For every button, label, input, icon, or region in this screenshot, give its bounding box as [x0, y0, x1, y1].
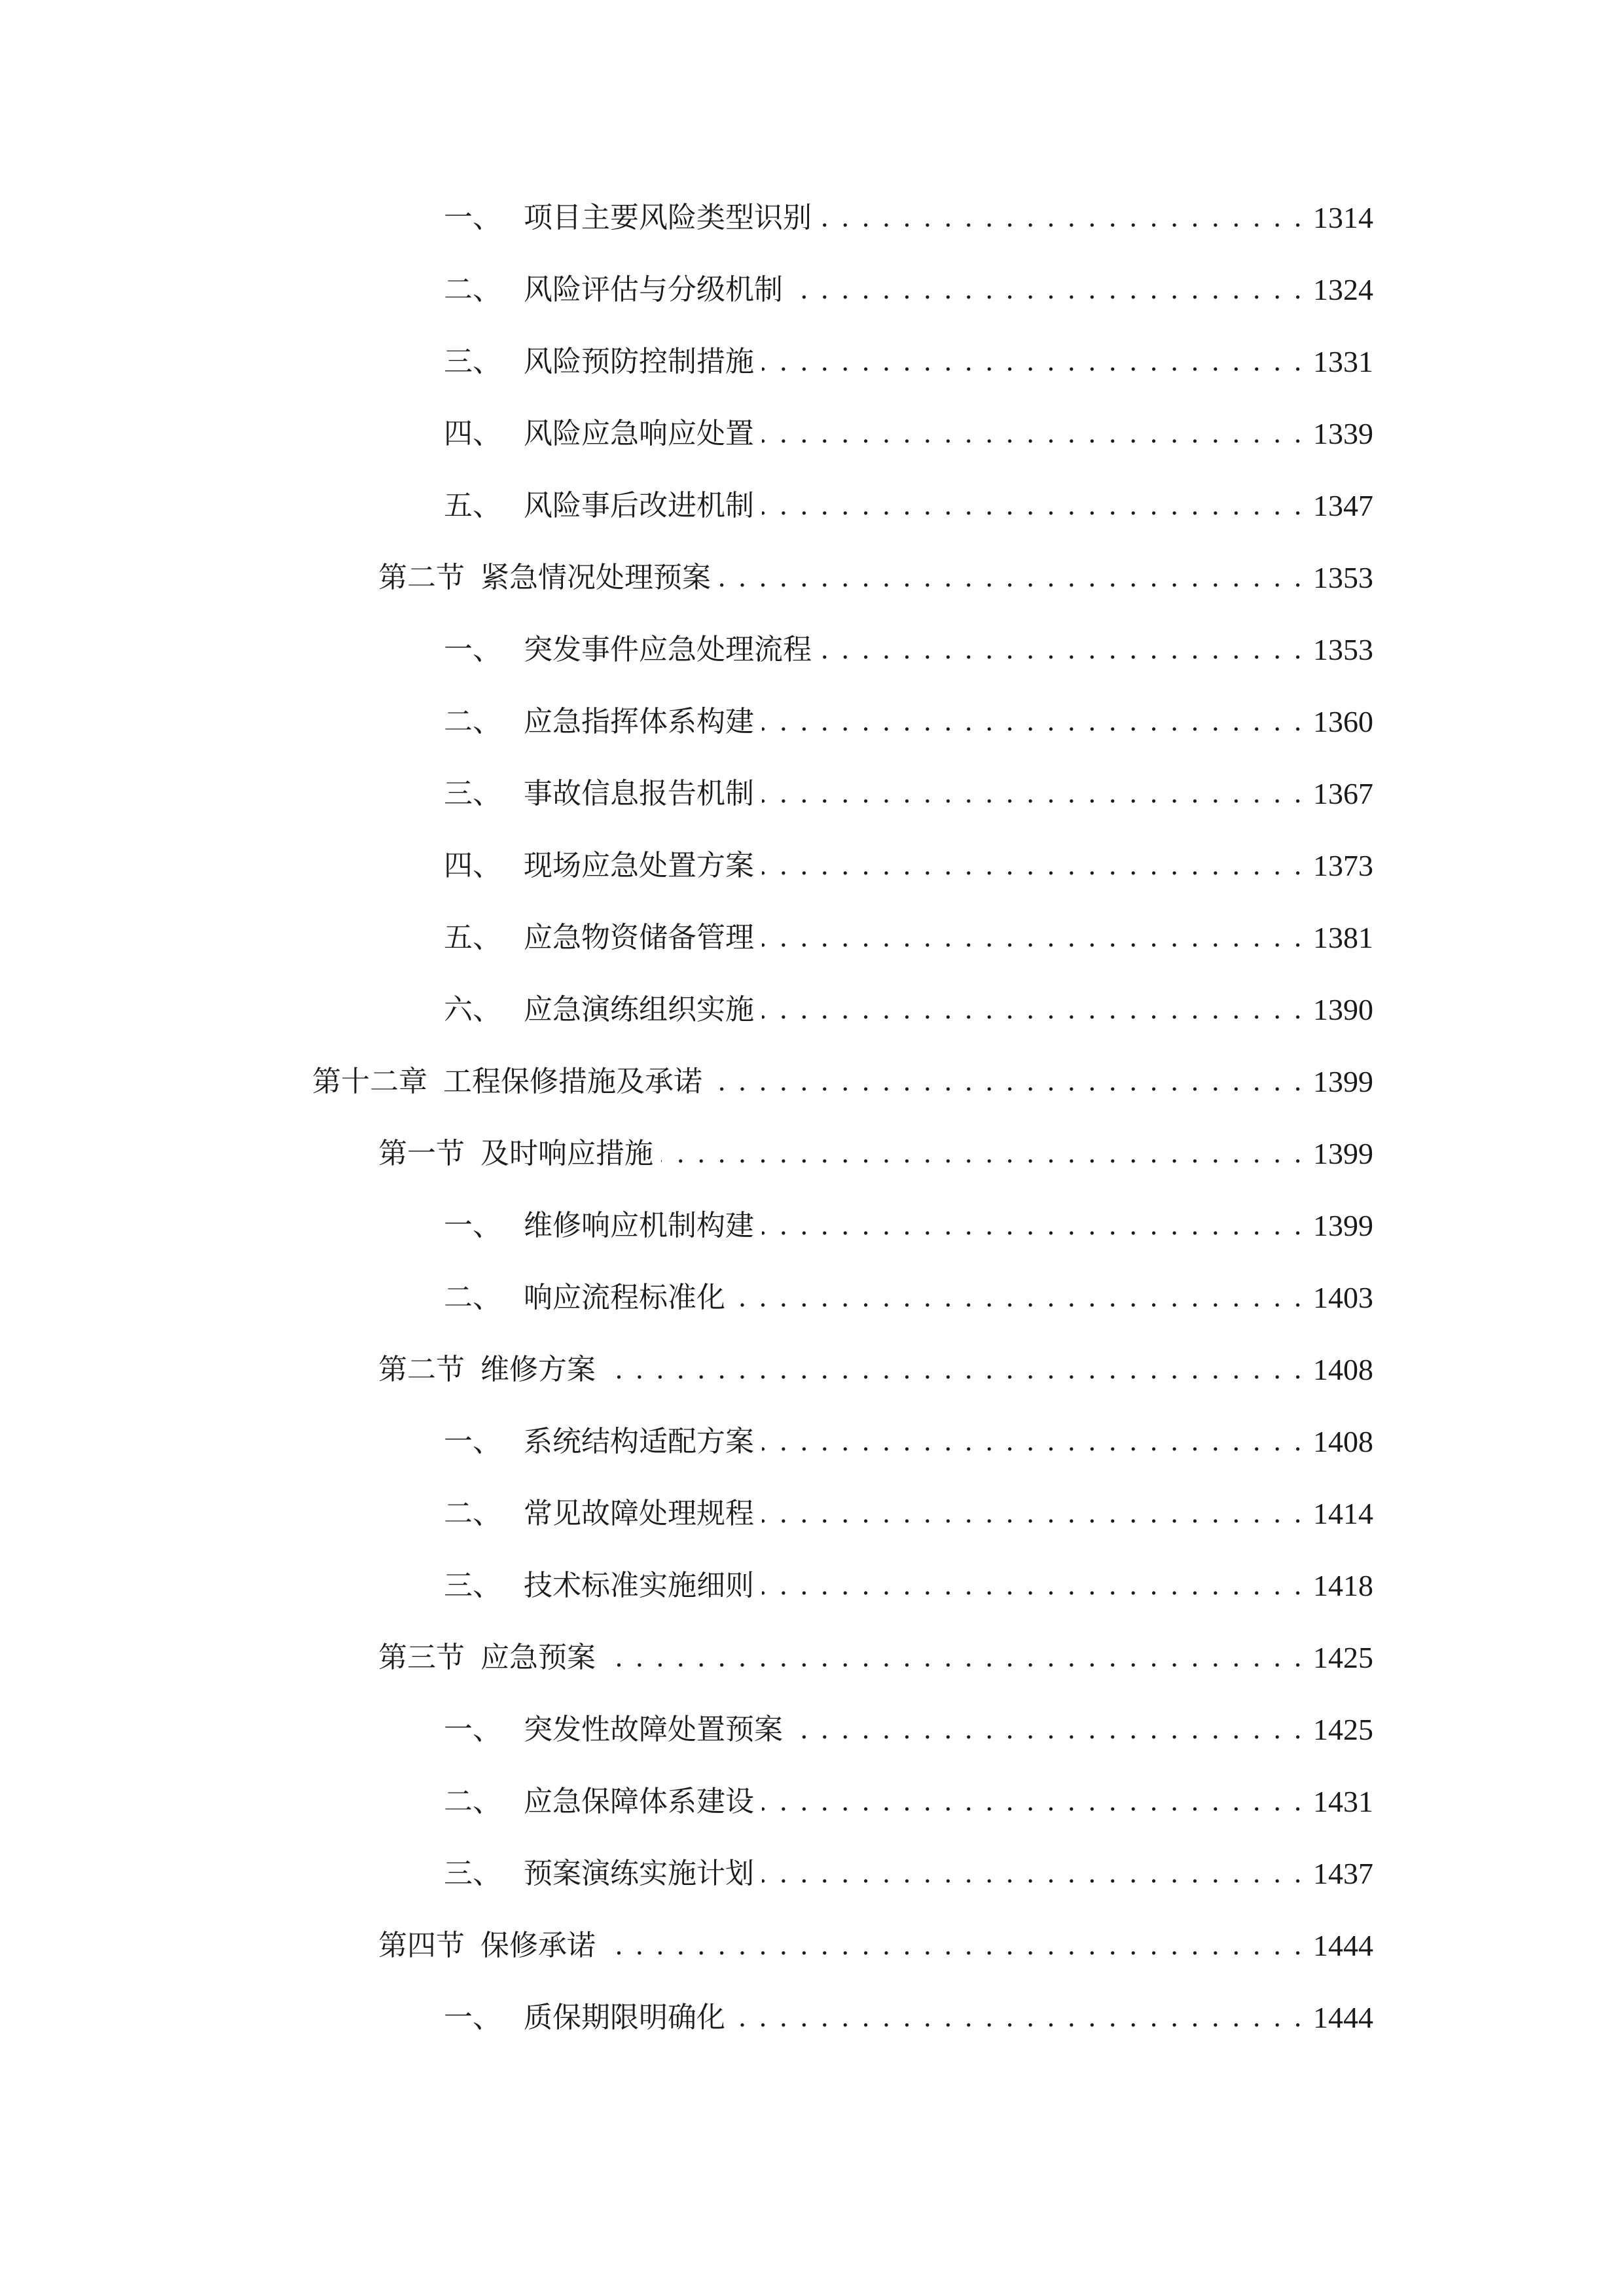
toc-entry-title: 及时响应措施 — [480, 1137, 653, 1170]
leader-dots — [762, 1491, 1304, 1537]
toc-entry-title: 维修响应机制构建 — [524, 1209, 754, 1242]
toc-entry-page: 1353 — [1313, 561, 1373, 594]
leader-dots — [762, 1851, 1304, 1897]
toc-entry-number: 五、 — [444, 489, 501, 522]
toc-entry-number: 一、 — [444, 633, 501, 666]
toc-entry-number: 三、 — [444, 1569, 501, 1602]
leader-dots — [733, 1275, 1304, 1321]
toc-entry-page: 1347 — [1313, 489, 1373, 522]
leader-dots — [762, 1419, 1304, 1465]
leader-dots — [762, 339, 1304, 385]
leader-dots — [791, 267, 1304, 313]
toc-entry-title: 响应流程标准化 — [524, 1281, 725, 1314]
toc-entry-title: 紧急情况处理预案 — [480, 561, 711, 594]
leader-dots — [820, 195, 1304, 241]
leader-dots — [762, 699, 1304, 745]
toc-entry-number: 第二节 — [378, 1353, 465, 1386]
toc-entry-title: 突发事件应急处理流程 — [524, 633, 812, 666]
toc-entry[interactable] — [444, 339, 1373, 385]
leader-dots — [604, 1635, 1304, 1681]
toc-entry-number: 第十二章 — [312, 1065, 427, 1098]
toc-entry[interactable] — [444, 1995, 1373, 2041]
toc-entry-page: 1360 — [1313, 705, 1373, 738]
toc-entry[interactable] — [444, 195, 1373, 241]
toc-entry-number: 一、 — [444, 2001, 501, 2034]
toc-entry[interactable] — [444, 915, 1373, 961]
toc-entry-page: 1339 — [1313, 417, 1373, 450]
toc-entry[interactable] — [444, 843, 1373, 889]
toc-entry[interactable] — [444, 1419, 1373, 1465]
toc-entry[interactable] — [444, 483, 1373, 529]
toc-entry-number: 二、 — [444, 1785, 501, 1818]
toc-entry[interactable] — [444, 1563, 1373, 1609]
toc-entry-title: 风险应急响应处置 — [524, 417, 754, 450]
toc-entry[interactable] — [444, 1275, 1373, 1321]
toc-entry-title: 事故信息报告机制 — [524, 777, 754, 810]
toc-entry-page: 1390 — [1313, 993, 1373, 1026]
toc-entry-title: 预案演练实施计划 — [524, 1857, 754, 1890]
toc-entry-number: 二、 — [444, 273, 501, 306]
toc-entry[interactable] — [444, 1851, 1373, 1897]
toc-entry[interactable] — [444, 411, 1373, 457]
toc-entry-page: 1431 — [1313, 1785, 1373, 1818]
leader-dots — [762, 411, 1304, 457]
toc-entry-number: 一、 — [444, 1713, 501, 1746]
toc-entry-page: 1399 — [1313, 1209, 1373, 1242]
toc-entry-number: 一、 — [444, 201, 501, 234]
toc-entry-page: 1437 — [1313, 1857, 1373, 1890]
toc-entry-page: 1331 — [1313, 345, 1373, 378]
toc-entry-page: 1425 — [1313, 1641, 1373, 1674]
toc-entry-number: 三、 — [444, 1857, 501, 1890]
toc-entry[interactable] — [312, 1059, 1373, 1105]
toc-entry[interactable] — [378, 555, 1373, 601]
toc-entry-page: 1324 — [1313, 273, 1373, 306]
toc-entry[interactable] — [378, 1923, 1373, 1969]
toc-entry[interactable] — [444, 267, 1373, 313]
toc-entry-page: 1399 — [1313, 1065, 1373, 1098]
toc-entry-title: 项目主要风险类型识别 — [524, 201, 812, 234]
toc-entry-number: 第三节 — [378, 1641, 465, 1674]
toc-entry-title: 应急物资储备管理 — [524, 921, 754, 954]
toc-entry-page: 1425 — [1313, 1713, 1373, 1746]
toc-entry-title: 现场应急处置方案 — [524, 849, 754, 882]
toc-entry[interactable] — [444, 627, 1373, 673]
leader-dots — [661, 1131, 1304, 1177]
leader-dots — [604, 1347, 1304, 1393]
toc-entry[interactable] — [378, 1131, 1373, 1177]
toc-entry-page: 1314 — [1313, 201, 1373, 234]
toc-entry-number: 五、 — [444, 921, 501, 954]
toc-entry-title: 风险评估与分级机制 — [524, 273, 783, 306]
toc-entry-page: 1381 — [1313, 921, 1373, 954]
toc-entry-number: 二、 — [444, 705, 501, 738]
toc-entry-title: 风险事后改进机制 — [524, 489, 754, 522]
toc-entry-page: 1373 — [1313, 849, 1373, 882]
toc-entry-title: 突发性故障处置预案 — [524, 1713, 783, 1746]
toc-entry[interactable] — [378, 1635, 1373, 1681]
toc-entry-number: 六、 — [444, 993, 501, 1026]
toc-entry[interactable] — [444, 1203, 1373, 1249]
toc-entry-title: 工程保修措施及承诺 — [443, 1065, 702, 1098]
toc-entry-title: 常见故障处理规程 — [524, 1497, 754, 1530]
leader-dots — [791, 1707, 1304, 1753]
toc-entry-number: 一、 — [444, 1425, 501, 1458]
toc-entry-title: 维修方案 — [480, 1353, 596, 1386]
leader-dots — [820, 627, 1304, 673]
toc-entry-page: 1444 — [1313, 2001, 1373, 2034]
toc-entry[interactable] — [444, 1779, 1373, 1825]
leader-dots — [762, 483, 1304, 529]
toc-entry-number: 二、 — [444, 1281, 501, 1314]
toc-entry-page: 1444 — [1313, 1929, 1373, 1962]
toc-entry-title: 技术标准实施细则 — [524, 1569, 754, 1602]
toc-entry-page: 1399 — [1313, 1137, 1373, 1170]
toc-entry[interactable] — [444, 1491, 1373, 1537]
leader-dots — [762, 987, 1304, 1033]
toc-entry-page: 1367 — [1313, 777, 1373, 810]
toc-entry[interactable] — [444, 771, 1373, 817]
toc-entry-number: 三、 — [444, 777, 501, 810]
leader-dots — [733, 1995, 1304, 2041]
toc-entry-title: 应急指挥体系构建 — [524, 705, 754, 738]
toc-entry-number: 四、 — [444, 849, 501, 882]
leader-dots — [762, 915, 1304, 961]
toc-entry-page: 1414 — [1313, 1497, 1373, 1530]
toc-entry-page: 1418 — [1313, 1569, 1373, 1602]
toc-entry-number: 三、 — [444, 345, 501, 378]
toc-entry-number: 四、 — [444, 417, 501, 450]
leader-dots — [719, 555, 1304, 601]
toc-entry-page: 1408 — [1313, 1425, 1373, 1458]
leader-dots — [710, 1059, 1304, 1105]
leader-dots — [762, 843, 1304, 889]
toc-entry-page: 1353 — [1313, 633, 1373, 666]
toc-entry-number: 一、 — [444, 1209, 501, 1242]
toc-entry-number: 二、 — [444, 1497, 501, 1530]
toc-entry-title: 应急保障体系建设 — [524, 1785, 754, 1818]
toc-entry[interactable] — [444, 987, 1373, 1033]
leader-dots — [604, 1923, 1304, 1969]
toc-entry-number: 第二节 — [378, 561, 465, 594]
toc-entry-title: 应急演练组织实施 — [524, 993, 754, 1026]
toc-entry-title: 应急预案 — [480, 1641, 596, 1674]
leader-dots — [762, 1563, 1304, 1609]
toc-entry[interactable] — [444, 699, 1373, 745]
toc-entry-title: 风险预防控制措施 — [524, 345, 754, 378]
toc-entry-title: 保修承诺 — [480, 1929, 596, 1962]
leader-dots — [762, 1779, 1304, 1825]
toc-entry-number: 第一节 — [378, 1137, 465, 1170]
leader-dots — [762, 1203, 1304, 1249]
toc-entry-page: 1403 — [1313, 1281, 1373, 1314]
toc-entry-number: 第四节 — [378, 1929, 465, 1962]
toc-entry-page: 1408 — [1313, 1353, 1373, 1386]
leader-dots — [762, 771, 1304, 817]
toc-entry-title: 系统结构适配方案 — [524, 1425, 754, 1458]
toc-entry[interactable] — [444, 1707, 1373, 1753]
toc-entry-title: 质保期限明确化 — [524, 2001, 725, 2034]
toc-entry[interactable] — [378, 1347, 1373, 1393]
